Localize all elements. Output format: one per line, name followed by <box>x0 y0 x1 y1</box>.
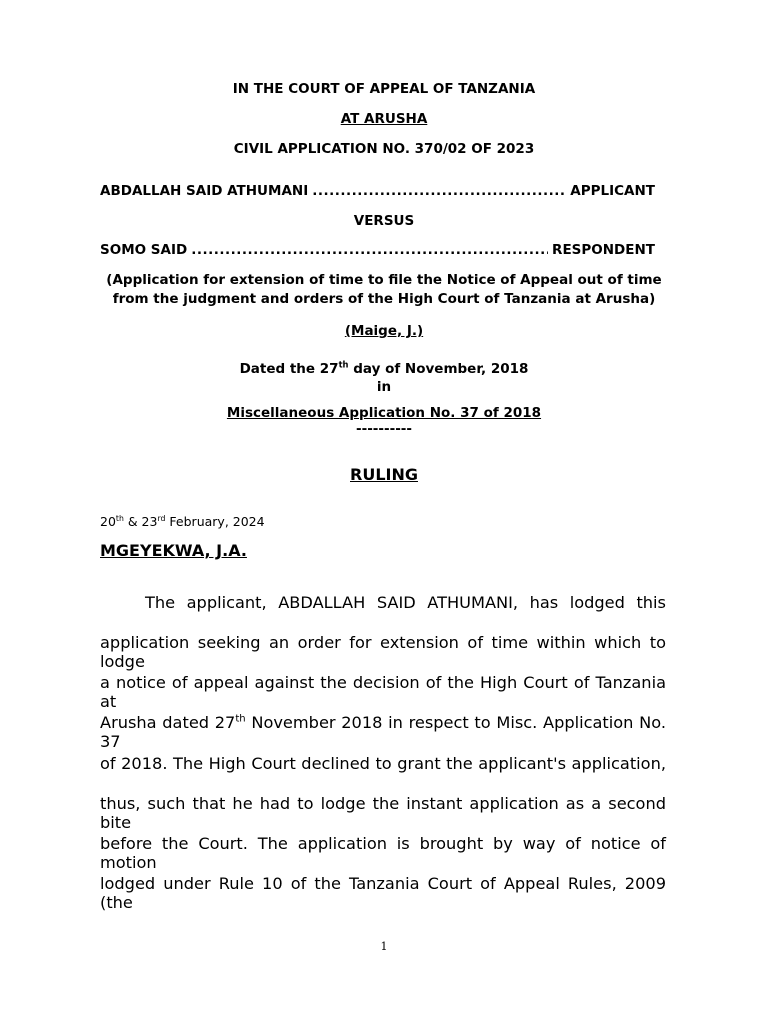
application-description-line2: from the judgment and orders of the High Court of Tanzania at Arusha) <box>112 291 656 307</box>
respondent-line <box>100 242 655 258</box>
misc-application: Miscellaneous Application No. 37 of 2018 <box>226 405 542 421</box>
hearing-dates: 20th & 23rd February, 2024 <box>100 513 265 529</box>
page-number: 1 <box>380 940 388 953</box>
application-description-line1: (Application for extension of time to file the Notice of Appeal out of time <box>106 272 662 288</box>
in-word: in <box>376 379 392 395</box>
ruling-title: RULING <box>350 465 418 484</box>
applicant-role: APPLICANT <box>570 183 655 199</box>
leader-dots <box>312 183 566 199</box>
case-number: CIVIL APPLICATION NO. 370/02 OF 2023 <box>233 141 535 157</box>
body-line-7: before the Court. The application is brought by way of notice of motion <box>100 834 666 872</box>
respondent-role: RESPONDENT <box>552 242 655 258</box>
judge-name: (Maige, J.) <box>344 323 424 339</box>
court-title: IN THE COURT OF APPEAL OF TANZANIA <box>232 81 536 97</box>
applicant-line <box>100 183 655 199</box>
dated-line: Dated the 27th day of November, 2018 <box>239 359 529 377</box>
body-line-8: lodged under Rule 10 of the Tanzania Court of Appeal Rules, 2009 (the <box>100 874 666 912</box>
leader-dots <box>191 242 548 258</box>
court-location: AT ARUSHA <box>340 111 428 127</box>
body-line-4: Arusha dated 27th November 2018 in respect to Misc. Application No. 37 <box>100 713 666 751</box>
body-line-5: of 2018. The High Court declined to grant the applicant's application, <box>100 754 666 773</box>
body-line-3: a notice of appeal against the decision of the High Court of Tanzania at <box>100 673 666 711</box>
body-line-6: thus, such that he had to lodge the instant application as a second bite <box>100 794 666 832</box>
body-line-1: The applicant, ABDALLAH SAID ATHUMANI, has lodged this <box>145 593 666 612</box>
separator: ---------- <box>355 421 413 437</box>
applicant-name: ABDALLAH SAID ATHUMANI <box>100 183 309 199</box>
body-line-2: application seeking an order for extension of time within which to lodge <box>100 633 666 671</box>
versus: VERSUS <box>353 213 415 229</box>
author-name: MGEYEKWA, J.A. <box>100 541 247 560</box>
respondent-name: SOMO SAID <box>100 242 188 258</box>
